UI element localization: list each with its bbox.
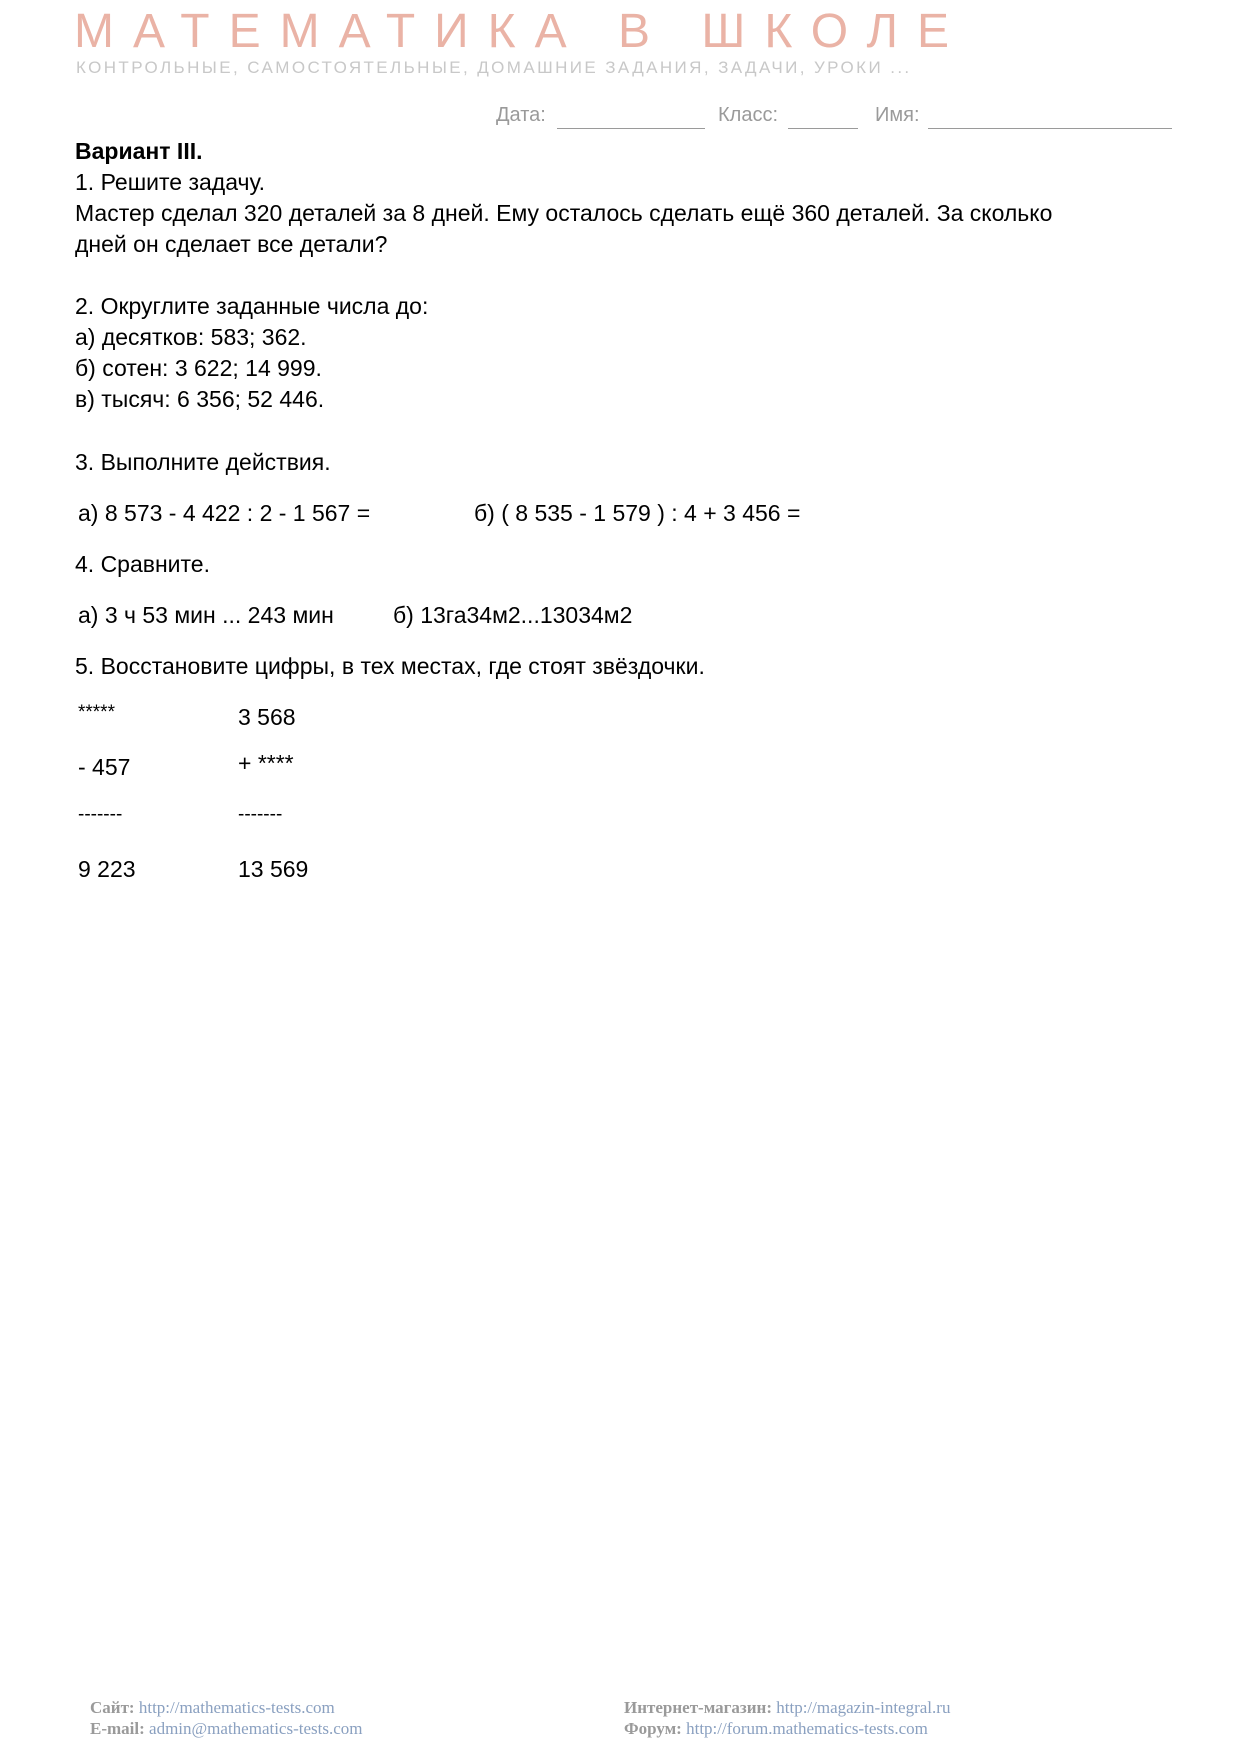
task5-right-row-4: 13 569 xyxy=(238,856,309,882)
name-blank[interactable] xyxy=(928,128,1172,129)
task2-item-c: в) тысяч: 6 356; 52 446. xyxy=(75,386,325,412)
footer-email-label: E-mail: xyxy=(90,1719,145,1738)
footer-site-label: Сайт: xyxy=(90,1698,135,1717)
task3-item-a: а) 8 573 - 4 422 : 2 - 1 567 = xyxy=(78,500,371,526)
task4-heading: 4. Сравните. xyxy=(75,551,210,577)
footer-site-link[interactable]: http://mathematics-tests.com xyxy=(138,1698,335,1717)
task5-right-row-3: ------- xyxy=(238,804,283,825)
task5-left-row-2: - 457 xyxy=(78,754,131,780)
name-label: Имя: xyxy=(875,104,920,126)
date-blank[interactable] xyxy=(557,128,705,129)
class-blank[interactable] xyxy=(788,128,858,129)
footer-email-link[interactable]: admin@mathematics-tests.com xyxy=(149,1719,363,1738)
footer-email xyxy=(90,1719,363,1739)
date-label: Дата: xyxy=(496,104,546,126)
task5-right-row-2: + **** xyxy=(238,750,294,776)
task4-item-b: б) 13га34м2...13034м2 xyxy=(393,602,633,628)
task2-item-a: а) десятков: 583; 362. xyxy=(75,324,307,350)
task1-heading: 1. Решите задачу. xyxy=(75,169,266,195)
task5-left-row-3: ------- xyxy=(78,804,123,825)
task5-left-row-4: 9 223 xyxy=(78,856,136,882)
task1-line1: Мастер сделал 320 деталей за 8 дней. Ему осталось сделать ещё 360 деталей. За сколько xyxy=(75,200,1053,226)
footer-shop xyxy=(624,1698,950,1718)
task2-item-b: б) сотен: 3 622; 14 999. xyxy=(75,355,322,381)
task4-item-a: а) 3 ч 53 мин ... 243 мин xyxy=(78,602,334,628)
task5-left-row-1: ***** xyxy=(78,702,115,723)
footer-forum-link[interactable]: http://forum.mathematics-tests.com xyxy=(686,1719,928,1738)
footer-site xyxy=(90,1698,335,1718)
task5-right-row-1: 3 568 xyxy=(238,704,296,730)
task5-heading: 5. Восстановите цифры, в тех местах, где стоят звёздочки. xyxy=(75,653,705,679)
task3-heading: 3. Выполните действия. xyxy=(75,449,331,475)
site-subtitle: КОНТРОЛЬНЫЕ, САМОСТОЯТЕЛЬНЫЕ, ДОМАШНИЕ ЗАДАНИЯ, ЗАДАЧИ, УРОКИ ... xyxy=(76,58,912,77)
class-label: Класс: xyxy=(718,104,778,126)
task3-item-b: б) ( 8 535 - 1 579 ) : 4 + 3 456 = xyxy=(474,500,801,526)
task2-heading: 2. Округлите заданные числа до: xyxy=(75,293,429,319)
footer-forum-label: Форум: xyxy=(624,1719,682,1738)
variant-heading: Вариант III. xyxy=(75,138,203,164)
task1-line2: дней он сделает все детали? xyxy=(75,231,388,257)
footer-shop-link[interactable]: http://magazin-integral.ru xyxy=(776,1698,951,1717)
footer-shop-label: Интернет-магазин: xyxy=(624,1698,772,1717)
site-title: МАТЕМАТИКА В ШКОЛЕ xyxy=(74,5,969,58)
footer-forum xyxy=(624,1719,928,1739)
